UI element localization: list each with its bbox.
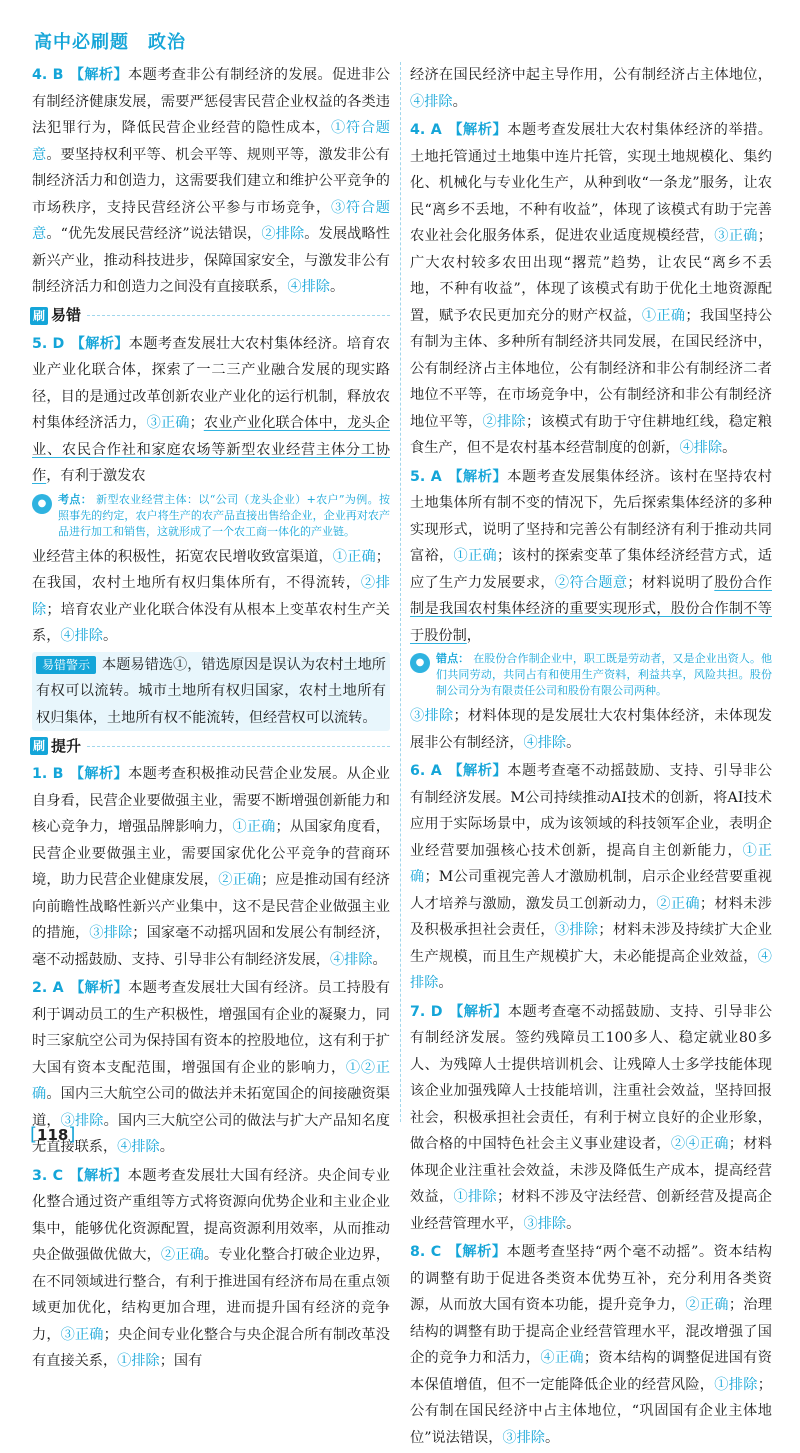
section-title: 提升 [51, 736, 82, 755]
column-divider [400, 62, 401, 1122]
answer-right-4: 4. A 【解析】本题考查发展壮大农村集体经济的举措。土地托管通过土地集中连片托管，实现土地规模化、集约化、机械化与专业化生产，从种到收“一条龙”服务，让农民“离乡不丢地，不种有收益”，体现了该模式有助于完善农业社会化服务体系，促进农业适度规模经营，③正确；广大农村较多农田出现“撂荒”趋势，让农民“离乡不丢地，不种有收益”，体现了该模式有助于优化土地资源配置，赋予农民更加充分的财产权益，①正确；我国坚持公有制为主体、多种所有制经济共同发展，在国民经济中，公有制经济占主体地位，公有制经济和非公有制经济二者地位不平等，在市场竞争中，公有制经济和非公有制经济地位平等，②排除；该模式有助于守住耕地红线，稳定粮食生产，但不是农村基本经营制度的创新，④排除。 [410, 122, 772, 456]
answer-left-1: 1. B 【解析】本题考查积极推动民营企业发展。从企业自身看，民营企业要做强主业，需要不断增强创新能力和核心竞争力，增强品牌影响力，①正确；从国家角度看，民营企业要做强主业，需要国家优化公平竞争的营商环境，助力民营企业健康发展，②正确；应是推动国有经济向前瞻性战略性新兴产业集中，这不是民营企业做强主业的措施，③排除；国家毫不动摇巩固和发展公有制经济，毫不动摇鼓励、支持、引导非公有制经济发展，④排除。 [32, 766, 390, 968]
error-warning-label: 易错警示 [36, 656, 96, 674]
page-number: [118] [30, 1124, 76, 1145]
exam-point-note: ● 考点： 新型农业经营主体：以“公司（龙头企业）+农户”为例。按照事先的约定，农户将生产的农产品直接出售给企业，企业再对农产品进行加工和销售，这就形成了一个农工商一体化的产业链。 [32, 492, 390, 540]
left-column [32, 62, 390, 1377]
section-badge: 刷 [30, 737, 48, 755]
answer-right-5: 5. A 【解析】本题考查发展集体经济。该村在坚持农村土地集体所有制不变的情况下，先后探索集体经济的多种实现形式，说明了坚持和完善公有制经济有利于推动共同富裕，①正确；该村的探索变革了集体经济经营方式，适应了生产力发展要求，②符合题意；材料说明了股份合作制是我国农村集体经济的重要实现形式，股份合作制不等于股份制， [410, 468, 772, 644]
section-improve [30, 733, 390, 759]
section-badge: 刷 [30, 307, 48, 325]
section-easy-wrong [30, 303, 390, 329]
answer-right-7: 7. D 【解析】本题考查毫不动摇鼓励、支持、引导非公有制经济发展。签约残障员工100多人、稳定就业80多人、为残障人士提供培训机会、让残障人士多学技能体现该企业加强残障人士技能培训，注重社会效益，坚持回报社会，积极承担社会责任，有利于树立良好的企业形象，做合格的中国特色社会主义事业建设者，②④正确；材料体现企业注重社会效益，未涉及降低生产成本，提高经营效益，①排除；材料不涉及守法经营、创新经营及提高企业经营管理水平，③排除。 [410, 1003, 772, 1232]
answer-right-3-cont: 经济在国民经济中起主导作用，公有制经济占主体地位，④排除。 [410, 67, 772, 110]
answer-right-6: 6. A 【解析】本题考查毫不动摇鼓励、支持、引导非公有制经济发展。M公司持续推动AI技术的创新，将AI技术应用于实际场景中，成为该领域的科技领军企业，表明企业经营要加强核心技术创新，提高自主创新能力，①正确；M公司重视完善人才激励机制，启示企业经营要重视人才培养与激励，激发员工创新动力，②正确；材料未涉及积极承担社会责任，③排除；材料未涉及持续扩大企业生产规模，而且生产规模扩大，未必能提高企业效益，④排除。 [410, 763, 772, 991]
answer-left-2: 2. A 【解析】本题考查发展壮大国有经济。员工持股有利于调动员工的生产积极性，增强国有企业的凝聚力，同时三家航空公司为保持国有资本的控股地位，这有利于扩大国有资本支配范围，增强国有企业的影响力，①②正确。国内三大航空公司的做法并未拓宽国企的间接融资渠道，③排除。国内三大航空公司的做法与扩大产品知名度无直接联系，④排除。 [32, 980, 390, 1155]
pin-icon: ● [410, 653, 430, 673]
answer-left-5-cont: 业经营主体的积极性，拓宽农民增收致富渠道，①正确；在我国，农村土地所有权归集体所有，不得流转，②排除；培育农业产业化联合体没有从根本上变革农村生产关系，④排除。 [32, 548, 390, 644]
answer-right-5-cont: ③排除；材料体现的是发展壮大农村集体经济，未体现发展非公有制经济，④排除。 [410, 708, 772, 751]
error-warning-box: 易错警示 本题易错选①，错选原因是误认为农村土地所有权可以流转。城市土地所有权归国家，农村土地所有权归集体，土地所有权不能流转，但经营权可以流转。 [32, 652, 390, 732]
answer-left-5: 5. D 【解析】本题考查发展壮大农村集体经济。培育农业产业化联合体，探索了一二三产业融合发展的现实路径，目的是通过改革创新农业产业化的运行机制，释放农村集体经济活力，③正确；农业产业化联合体中，龙头企业、农民合作社和家庭农场等新型农业经营主体分工协作，有利于激发农 [32, 335, 390, 484]
answer-right-8: 8. C 【解析】本题考查坚持“两个毫不动摇”。资本结构的调整有助于促进各类资本优势互补，充分利用各类资源，从而放大国有资本功能，提升竞争力，②正确；治理结构的调整有助于提高企业经营管理水平，混改增强了国企的竞争力和活力，④正确；资本结构的调整促进国有资本保值增值，但不一定能降低企业的经营风险，①排除；公有制在国民经济中占主体地位，“巩固国有企业主体地位”说法错误，③排除。 [410, 1244, 772, 1446]
section-title: 易错 [51, 306, 82, 325]
error-point-note: ● 错点： 在股份合作制企业中，职工既是劳动者，又是企业出资人。他们共同劳动，共同占有和使用生产资料，利益共享，风险共担。股份制公司分为有限责任公司和股份有限公司两种。 [410, 651, 772, 699]
section-rule [87, 315, 390, 316]
answer-left-3: 3. C 【解析】本题考查发展壮大国有经济。央企间专业化整合通过资产重组等方式将资源向优势企业和主业企业集中，能够优化资源配置，提高资源利用效率，从而推动央企做强做优做大，②正确。专业化整合打破企业边界，在不同领域进行整合，有利于推进国有经济布局在重点领域更加优化，结构更加合理，进而提升国有经济的竞争力，③正确；央企间专业化整合与央企混合所有制改革没有直接关系，①排除；国有 [32, 1167, 390, 1369]
section-rule [87, 746, 390, 747]
pin-icon: ● [32, 494, 52, 514]
right-column [410, 62, 772, 1453]
page-header: 高中必刷题 政治 [34, 32, 186, 53]
answer-left-4: 4. B 【解析】本题考查非公有制经济的发展。促进非公有制经济健康发展，需要严惩侵害民营企业权益的各类违法犯罪行为，降低民营企业经营的隐性成本，①符合题意。要坚持权利平等、机会平等、规则平等，激发非公有制经济活力和创造力，这需要我们建立和维护公平竞争的市场秩序，支持民营经济公平参与市场竞争，③符合题意。“优先发展民营经济”说法错误，②排除。发展战略性新兴产业，推动科技进步，保障国家安全，与激发非公有制经济活力和创造力之间没有直接联系，④排除。 [32, 67, 390, 295]
